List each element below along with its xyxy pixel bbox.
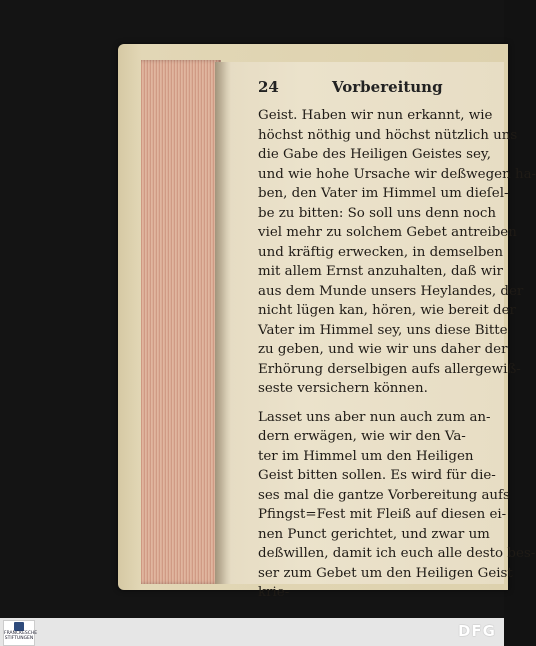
text-line: be zu bitten: So soll uns denn noch	[258, 205, 497, 221]
page-body-text	[258, 106, 536, 603]
text-line: und wie hohe Ursache wir deßwegen ha-	[258, 166, 536, 182]
text-line: krie-	[258, 585, 290, 600]
institution-logo[interactable]	[3, 620, 38, 646]
text-line: aus dem Munde unsers Heylandes, der	[258, 283, 524, 299]
text-line: viel mehr zu solchem Gebet antreiben	[258, 225, 517, 240]
text-line: Erhörung derselbigen aufs allergewiß-	[258, 361, 521, 377]
page-number: 24	[258, 78, 279, 96]
dfg-logo[interactable]: DFG	[457, 622, 496, 640]
running-head: Vorbereitung	[332, 78, 443, 96]
text-line: nen Punct gerichtet, und zwar um	[258, 526, 490, 542]
page-edges	[141, 60, 221, 584]
logo-text: FRANCKESCHE STIFTUNGEN	[4, 631, 38, 641]
text-line: ben, den Vater im Himmel um dieſel-	[258, 186, 509, 201]
viewer-footer-bar	[0, 618, 504, 646]
logo-mark-icon	[14, 622, 24, 631]
text-line: Vater im Himmel sey, uns diese Bitte	[258, 322, 508, 338]
text-line: ses mal die gantze Vorbereitung aufs	[258, 487, 510, 503]
text-line: und kräftig erwecken, in demselben	[258, 244, 503, 260]
text-line: mit allem Ernst anzuhalten, daß wir	[258, 264, 503, 279]
text-line: deßwillen, damit ich euch alle desto bes-	[258, 546, 536, 561]
text-line: zu geben, und wie wir uns daher der	[258, 342, 508, 357]
text-line: Geist bitten sollen. Es wird für die-	[258, 468, 496, 483]
text-line: ter im Himmel um den Heiligen	[258, 448, 474, 464]
text-line: dern erwägen, wie wir den Va-	[258, 429, 466, 444]
gutter-shadow	[215, 62, 231, 584]
page-header	[258, 78, 498, 102]
text-line: höchst nöthig und höchst nützlich uns	[258, 127, 518, 143]
text-line: ser zum Gebet um den Heiligen Geist	[258, 565, 513, 581]
paragraph-gap	[258, 399, 496, 408]
text-line: seste versichern können.	[258, 381, 428, 396]
text-line: die Gabe des Heiligen Geistes sey,	[258, 147, 491, 162]
text-line: Geist. Haben wir nun erkannt, wie	[258, 108, 493, 123]
text-line: Lasset uns aber nun auch zum an-	[258, 409, 491, 425]
text-line: Pfingst=Fest mit Fleiß auf diesen ei-	[258, 507, 507, 522]
text-line: nicht lügen kan, hören, wie bereit der	[258, 303, 516, 318]
